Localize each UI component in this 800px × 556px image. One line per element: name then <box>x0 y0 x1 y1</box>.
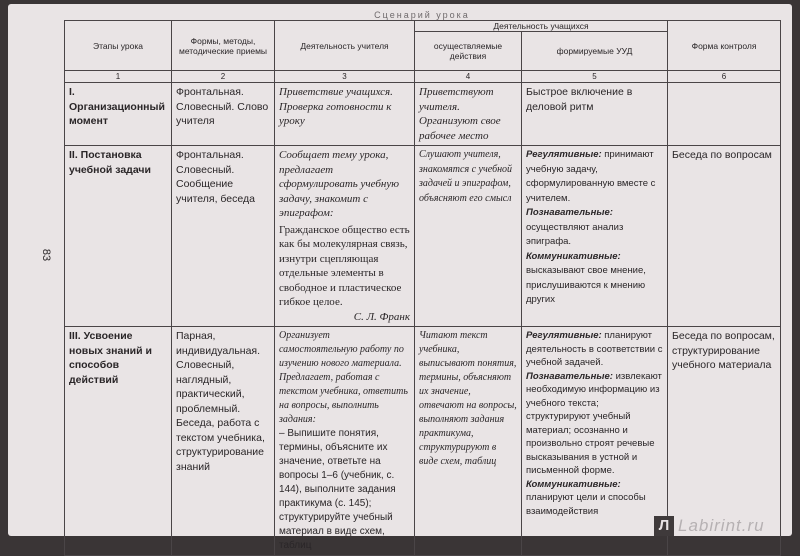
uud-text: осуществляют анализ эпиграфа. <box>526 221 624 247</box>
header-stage: Этапы урока <box>65 21 172 71</box>
uud-label: Коммуникативные: <box>526 250 621 262</box>
control-cell <box>668 83 781 146</box>
uud-label: Регулятивные: <box>526 149 602 160</box>
header-students-done: осуществляемые действия <box>415 32 522 71</box>
uud-label: Коммуникативные: <box>526 478 621 490</box>
column-number: 2 <box>172 71 275 83</box>
header-control: Форма контроля <box>668 21 781 71</box>
teacher-cell <box>275 327 415 556</box>
methods-cell: Фронтальная. Словесный. Слово учителя <box>172 83 275 146</box>
lesson-table <box>64 20 781 556</box>
watermark-text: Labirint.ru <box>678 516 765 535</box>
stage-cell: I. Организационный момент <box>65 83 172 146</box>
document-page <box>8 4 792 551</box>
header-students-uud: формируемые УУД <box>522 32 668 71</box>
column-number-row <box>65 71 781 83</box>
uud-cell <box>522 146 668 327</box>
labirint-logo-icon: Л <box>654 516 674 536</box>
stage-cell: III. Усвоение новых знаний и способов действий <box>65 327 172 556</box>
uud-text: извлекают необходимую информацию из учебного текста; структурируют учебный материал; осознанно и произвольно строят речевые высказывания в устной и письменной форме. <box>526 370 662 476</box>
teacher-cell: Приветствие учащихся. Проверка готовности к уроку <box>275 83 415 146</box>
stage-cell: II. Постановка учебной задачи <box>65 146 172 327</box>
uud-cell: Быстрое включение в деловой ритм <box>522 83 668 146</box>
uud-label: Познавательные: <box>526 207 613 218</box>
watermark <box>654 514 794 540</box>
header-row-top <box>65 21 781 32</box>
column-number: 4 <box>415 71 522 83</box>
uud-text: принимают учебную задачу, сформулированную вместе с учителем. <box>526 149 656 204</box>
table-row <box>65 83 781 146</box>
page-number: 83 <box>40 248 53 262</box>
table-row <box>65 146 781 327</box>
header-methods: Формы, методы, методические приемы <box>172 21 275 71</box>
methods-cell: Парная, индивидуальная. Словесный, наглядный, практический, проблемный. Беседа, работа с текстом учебника, структурирование знаний <box>172 327 275 556</box>
epigraph-quote: Гражданское общество есть как бы молекулярная связь, изнутри сцепляющая отдельные элементы в свободное и пластическое гибкое целое. <box>279 223 410 308</box>
header-students-group: Деятельность учащихся <box>415 21 668 32</box>
uud-label: Регулятивные: <box>526 330 602 341</box>
column-number: 6 <box>668 71 781 83</box>
teacher-text: Сообщает тему урока, предлагает сформулировать учебную задачу, знакомит с эпиграфом: <box>279 149 400 219</box>
header-teacher: Деятельность учителя <box>275 21 415 71</box>
control-cell: Беседа по вопросам, структурирование учебного материала <box>668 327 781 556</box>
document-title: Сценарий урока <box>374 10 470 20</box>
methods-cell: Фронтальная. Словесный. Сообщение учителя, беседа <box>172 146 275 327</box>
students-cell: Читают текст учебника, выписывают понятия, термины, объясняют их значение, отвечают на вопросы, выполняют задания практикума, структурируют в виде схем, таблиц <box>415 327 522 556</box>
column-number: 3 <box>275 71 415 83</box>
column-number: 1 <box>65 71 172 83</box>
uud-text: планируют деятельность в соответствии с учебной задачей. <box>526 330 663 368</box>
uud-cell <box>522 327 668 556</box>
teacher-text: Организует самостоятельную работу по изучению нового материала. Предлагает, работая с текстом учебника, ответить на вопросы, выполнить задания: <box>279 330 408 425</box>
uud-text: высказывают свое мнение, прислушиваются к мнению других <box>526 265 646 305</box>
students-cell: Приветствуют учителя. Организуют свое рабочее место <box>415 83 522 146</box>
control-cell: Беседа по вопросам <box>668 146 781 327</box>
epigraph-author: С. Л. Франк <box>353 310 410 323</box>
students-cell: Слушают учителя, знакомятся с учебной задачей и эпиграфом, объясняют его смысл <box>415 146 522 327</box>
teacher-task: – Выпишите понятия, термины, объясните их значение, ответьте на вопросы 1–6 (учебник, с. 144), выполните задания практикума (с. 145); структурируйте учебный материал в виде схем, таблиц <box>279 428 396 551</box>
uud-text: планируют цели и способы взаимодействия <box>526 492 646 517</box>
column-number: 5 <box>522 71 668 83</box>
lesson-plan <box>64 10 780 556</box>
teacher-cell <box>275 146 415 327</box>
uud-label: Познавательные: <box>526 370 613 382</box>
